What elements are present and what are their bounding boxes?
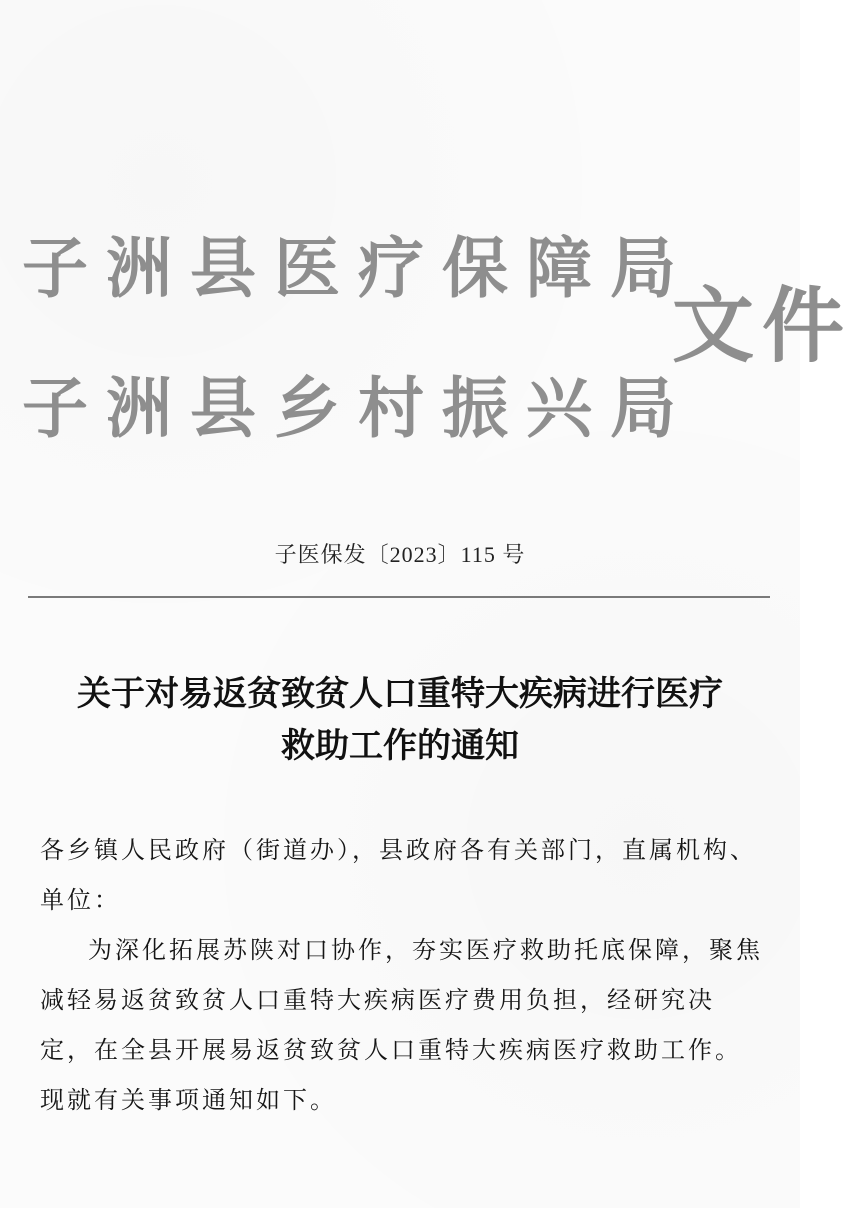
document-title bbox=[50, 668, 750, 772]
body-paragraph: 为深化拓展苏陕对口协作，夯实医疗救助托底保障，聚焦减轻易返贫致贫人口重特大疾病医疗费用负担，经研究决定，在全县开展易返贫致贫人口重特大疾病医疗救助工作。现就有关事项通知如下。 bbox=[40, 936, 763, 1114]
document-number: 子医保发〔2023〕115 号 bbox=[274, 542, 526, 567]
masthead-divider bbox=[28, 596, 770, 598]
document-title-line-1: 关于对易返贫致贫人口重特大疾病进行医疗 bbox=[77, 674, 723, 714]
masthead-issuer-2: 子洲县乡村振兴局 bbox=[22, 370, 694, 447]
salutation: 各乡镇人民政府（街道办），县政府各有关部门，直属机构、单位： bbox=[40, 836, 757, 914]
document-title-line-2: 救助工作的通知 bbox=[281, 726, 519, 766]
bleed-through-texture bbox=[40, 80, 780, 184]
masthead-suffix: 文件 bbox=[672, 279, 852, 374]
masthead-issuer-1: 子洲县医疗保障局 bbox=[22, 230, 694, 307]
